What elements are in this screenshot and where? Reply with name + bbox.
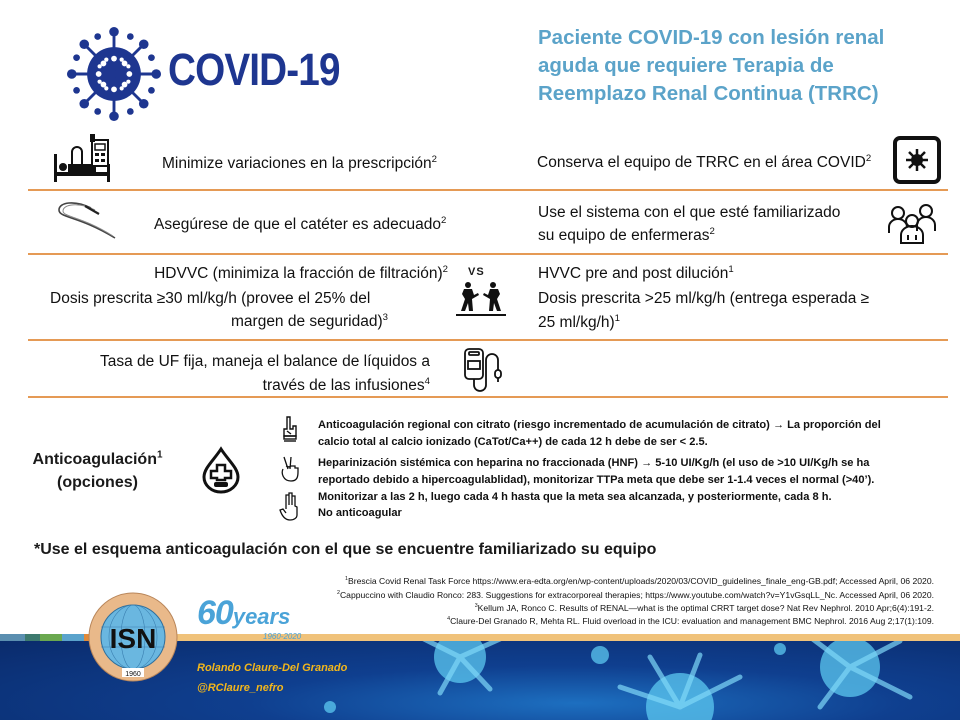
text: través de las infusiones	[262, 377, 425, 394]
two-fingers-hand-icon	[280, 455, 300, 483]
covid-virus-logo-icon	[66, 26, 162, 122]
ref-sup: 2	[442, 263, 448, 275]
text: Cappuccino with Claudio Ronco: 283. Suggestions for extracorporeal therapies; https://www.youtube.com/watch?v=Y1vGsqLL_Nc. Accessed April, 06 2020.	[339, 590, 934, 600]
text: Anticoagulación	[32, 451, 157, 468]
text: margen de seguridad)	[231, 313, 383, 330]
anticoag-option-none: No anticoagular	[318, 507, 402, 519]
familiar-scheme-note: *Use el esquema anticoagulación con el que se encuentre familiarizado su equipo	[34, 541, 657, 558]
text-line: Anticoagulación regional con citrato (riesgo incrementado de acumulación de citrato) → La proporción del	[318, 419, 881, 431]
reference-3	[475, 601, 934, 615]
ref-sup: 1	[156, 449, 163, 461]
text-line	[20, 262, 448, 285]
blood-drop-plus-icon	[200, 446, 242, 494]
prescription-variation-text	[162, 152, 437, 175]
text-line	[538, 262, 869, 285]
anticoag-option-heparin	[318, 455, 938, 506]
ref-sup: 2	[865, 152, 872, 164]
anticoag-option-citrate	[318, 417, 938, 451]
reference-4	[447, 614, 934, 628]
years-word: years	[232, 604, 291, 629]
isn-logo-year: 1960	[125, 671, 141, 678]
hvvc-text	[538, 262, 869, 334]
ref-sup: 3	[474, 603, 478, 610]
text-line	[538, 311, 869, 334]
page-title: Paciente COVID-19 con lesión renal aguda que requiere Terapia de Reemplazo Renal Continua (TRRC)	[538, 26, 885, 105]
text: Kellum JA, Ronco C. Results of RENAL—what is the optimal CRRT target dose? Nat Rev Nephrol. 2010 Apr;6(4):191-2.	[477, 603, 934, 613]
anticoagulation-label	[20, 448, 175, 494]
text-line: calcio total al calcio ionizado (CaTot/Ca++) de cada 12 h debe de ser < 2.5.	[318, 436, 708, 448]
catheter-text	[154, 213, 446, 236]
text: HDVVC (minimiza la fracción de filtración)	[154, 265, 443, 282]
text-line	[30, 374, 430, 397]
ref-sup: 1	[728, 263, 734, 275]
text-line: Use el sistema con el que esté familiarizado	[538, 204, 841, 221]
text-line: reportado debido a hipercoagulablidad), monitorizar TTPa meta que debe ser 1-1.4 veces el normal (>40’).	[318, 474, 875, 486]
years-span: 1960-2020	[263, 632, 302, 641]
author-handle[interactable]: @RClaure_nefro	[197, 682, 284, 694]
text: Conserva el equipo de TRRC en el área COVID	[537, 154, 866, 171]
reference-1	[345, 574, 934, 588]
text-line: (opciones)	[57, 474, 138, 491]
text-line	[20, 448, 175, 471]
covid-area-text	[537, 151, 871, 174]
text-line: Heparinización sistémica con heparina no fraccionada (HNF) → 5-10 UI/Kg/h (el uso de >10 UI/Kg/h se ha	[318, 457, 870, 469]
text: Brescia Covid Renal Task Force https://www.era-edta.org/en/wp-content/uploads/2020/03/COVID_guidelines_finale_eng-GB.pdf; Accessed April, 06 2020.	[348, 576, 934, 586]
ref-sup: 1	[614, 312, 621, 324]
ref-sup: 3	[382, 311, 388, 323]
ref-sup: 2	[431, 153, 437, 165]
text: Asegúrese de que el catéter es adecuado	[154, 216, 441, 233]
text-line	[538, 224, 840, 247]
isn-logo-text: ISN	[109, 623, 157, 654]
covid-logo-text: COVID-19	[168, 44, 340, 95]
nurses-team-icon	[886, 201, 938, 245]
hdvvc-dose-line: Dosis prescrita ≥30 ml/kg/h (provee el 25% del	[50, 290, 371, 307]
sixty-years-logo	[197, 594, 302, 641]
sixty-number: 60	[197, 594, 233, 632]
virus-in-box-icon	[892, 135, 942, 185]
ref-sup: 4	[447, 616, 451, 623]
text-line: Dosis prescrita >25 ml/kg/h (entrega esperada ≥	[538, 290, 870, 307]
hdvvc-text	[20, 262, 448, 285]
versus-label: VS	[468, 266, 485, 278]
text: su equipo de enfermeras	[538, 227, 710, 244]
infusion-bag-icon	[462, 346, 506, 394]
familiar-system-text	[538, 201, 840, 247]
text-line: Monitorizar a las 2 h, luego cada 4 h hasta que la meta sea alcanzada, y posteriormente, cada 8 h.	[318, 491, 832, 503]
text: Minimize variaciones en la prescripción	[162, 155, 432, 172]
ref-sup: 4	[424, 375, 430, 387]
hospital-bed-crrt-machine-icon	[52, 134, 112, 182]
three-fingers-hand-icon	[279, 491, 301, 521]
isn-logo	[88, 592, 178, 682]
text: Claure-Del Granado R, Mehta RL. Fluid overload in the ICU: evaluation and management BMC Nephrol. 2016 Aug 2;17(1):109.	[450, 616, 934, 626]
ref-sup: 2	[440, 214, 447, 226]
text-line: Tasa de UF fija, maneja el balance de líquidos a	[99, 353, 430, 370]
text: HVVC pre and post dilución	[538, 265, 729, 282]
hdvvc-dose-line-2	[20, 310, 388, 333]
author-name: Rolando Claure-Del Granado	[197, 662, 348, 674]
ref-sup: 2	[337, 590, 340, 597]
uf-rate-text	[30, 350, 430, 397]
reference-2	[337, 588, 934, 602]
ref-sup: 2	[709, 225, 715, 237]
one-finger-hand-icon	[281, 415, 299, 443]
ref-sup: 1	[345, 576, 348, 583]
catheter-icon	[55, 200, 117, 240]
versus-fighters-icon	[456, 281, 506, 317]
text: 25 ml/kg/h)	[538, 314, 615, 331]
author-block	[197, 658, 347, 698]
